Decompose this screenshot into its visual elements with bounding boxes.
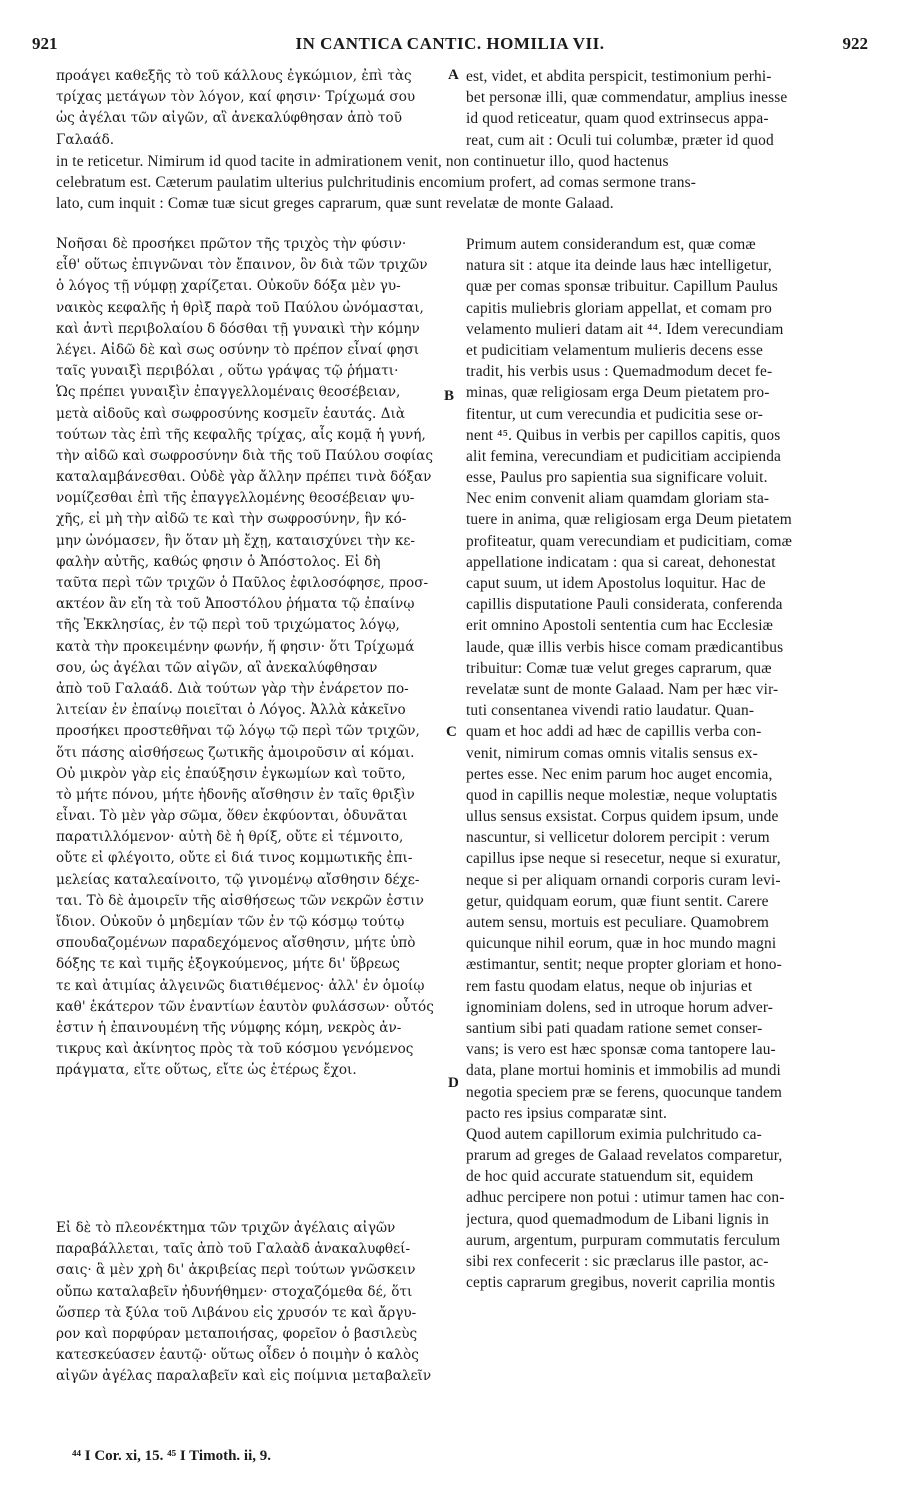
greek-line: Εἰ δὲ τὸ πλεονέκτημα τῶν τριχῶν ἀγέλαις αἰγῶν [56,1220,396,1236]
left-greek-column [56,234,451,1082]
latin-line: esse, Paulus pro sapientia sua significare voluit. [466,469,768,487]
latin-line: ignominiam dolens, sed in utroque horum adver- [466,998,774,1016]
latin-line: pacto res ipsius comparatæ sint. [466,1104,667,1122]
greek-line: ὅτι πάσης αἰσθήσεως ζωτικῆς ἀμοιροῦσιν αἱ κόμαι. [56,744,415,761]
margin-marker-d: D [448,1075,459,1091]
latin-line: æstimantur, sentit; neque propter gloriam et hono- [466,956,782,974]
greek-line: Γαλαάδ. [56,131,115,148]
latin-line: quæ per comas sponsæ tribuitur. Capillum Paulus [466,278,778,296]
latin-line: revelatæ sunt de monte Galaad. Nam per hæc vir- [466,680,779,698]
greek-line: μετὰ αἰδοῦς καὶ σωφροσύνης κοσμεῖν ἑαυτάς. Διὰ [56,405,406,422]
greek-line: μελείας καταλεαίνοιτο, τῷ γινομένῳ αἴσθησιν δέχε- [56,871,420,888]
greek-line: ἴδιον. Οὐκοῦν ὁ μηδεμίαν τῶν ἐν τῷ κόσμῳ τούτῳ [56,914,405,930]
margin-marker-b: B [444,388,455,404]
greek-line: εἶναι. Τὸ μὲν γὰρ σῶμα, ὅθεν ἐκφύονται, ὀδυνᾶται [56,808,408,825]
latin-line: vans; is vero est hæc sponsæ coma tantopere lau- [466,1041,776,1059]
latin-line: Primum autem considerandum est, quæ comæ [466,236,756,253]
latin-line: data, plane mortui hominis et immobilis ad mundi [466,1062,781,1080]
footnotes: ⁴⁴ I Cor. xi, 15. ⁴⁵ I Timoth. ii, 9. [72,1448,271,1464]
greek-line: τικρυς καὶ ἀκίνητος πρὸς τὰ τοῦ κόσμου γενόμενος [56,1041,414,1058]
top-greek-text [56,66,456,151]
greek-line: πράγματα, εἴτε οὕτως, εἴτε ὡς ἑτέρως ἔχοι. [56,1062,357,1079]
latin-line: ceptis caprarum gregibus, noverit caprilia montis [466,1274,776,1292]
greek-line: Νοῆσαι δὲ προσήκει πρῶτον τῆς τριχὸς τὴν φύσιν· [56,236,407,252]
latin-line: capillis disputatione Pauli considerata, conferenda [466,596,783,614]
greek-line: ρον καὶ πορφύραν μεταποιήσας, φορεῖον ὁ βασιλεὺς [56,1325,418,1342]
greek-line: προσήκει προστεθῆναι τῷ λόγῳ τῷ περὶ τῶν τριχῶν, [56,723,420,740]
greek-line: ἀπὸ τοῦ Γαλαάδ. Διὰ τούτων γὰρ τὴν ἐνάρετον πο- [56,680,409,697]
latin-line: profiteatur, quam verecundiam et pudicitiam, comæ [466,532,792,550]
top-latin-text [466,66,878,151]
greek-line: ὥσπερ τὰ ξύλα τοῦ Λιβάνου εἰς χρυσόν τε καὶ ἄργυ- [56,1304,417,1321]
latin-line: autem sensu, mortuis est peculiare. Quamobrem [466,914,769,931]
latin-line: id quod reticeatur, quam quod extrinsecus appa- [466,110,769,128]
latin-line: capillus ipse neque si resecetur, neque si exuratur, [466,850,781,868]
latin-line: tuere in anima, quæ religiosam erga Deum pietatem [466,511,792,529]
latin-line: sibi rex confecerit : sic præclarus ille pastor, ac- [466,1253,769,1270]
greek-line: ἐστιν ἡ ἐπαινουμένη τῆς νύμφης κόμη, νεκρὸς ἀν- [56,1019,402,1036]
greek-line: προάγει καθεξῆς τὸ τοῦ κάλλους ἐγκώμιον, ἐπὶ τὰς [56,68,412,84]
greek-line: παρατιλλόμενον· αὐτὴ δὲ ἡ θρίξ, οὔτε εἰ τέμνοιτο, [56,829,404,846]
left-page-number: 921 [32,34,58,53]
greek-line: κατὰ τὴν προκειμένην φωνήν, ἥ φησιν· ὅτι Τρίχωμά [56,638,415,655]
greek-line: χῆς, εἰ μὴ τὴν αἰδῶ τε καὶ τὴν σωφροσύνην, ἣν κό- [56,511,407,528]
latin-line: bet personæ illi, quæ commendatur, amplius inesse [466,89,788,107]
greek-line: σπουδαζομένων παραδεχόμενος αἴσθησιν, μήτε ὑπὸ [56,935,416,952]
latin-line: quam et hoc addi ad hæc de capillis verba con- [466,723,762,741]
latin-line: nascuntur, si vellicetur dolorem percipit : verum [466,829,770,847]
greek-line: καθ' ἑκάτερον τῶν ἐναντίων ἑαυτὸν φυλάσσων· οὗτός [56,998,434,1015]
greek-line: οὔπω καταλαβεῖν ἠδυνήθημεν· στοχαζόμεθα δέ, ὅτι [56,1283,413,1300]
latin-line: fitentur, ut cum verecundia et pudicitia sese or- [466,405,764,423]
latin-line: nent ⁴⁵. Quibus in verbis per capillos capitis, quos [466,426,781,444]
page-header [32,34,868,56]
latin-line: quicunque nihil eorum, quæ in hoc mundo magni [466,935,777,953]
latin-line: ullus sensus exsistat. Corpus quidem ipsum, unde [466,808,779,826]
margin-marker-a: A [448,67,459,83]
greek-line: αἰγῶν ἀγέλας παραλαβεῖν καὶ εἰς ποίμνια μεταβαλεῖν [56,1368,432,1385]
greek-line: νομίζεσθαι ἐπὶ τῆς ἐπαγγελλομένης θεοσέβειαν ψυ- [56,490,415,507]
greek-line: τούτων τὰς ἐπὶ τῆς κεφαλῆς τρίχας, αἷς κομᾷ ἡ γυνή, [56,426,426,443]
greek-line: σαις· ἃ μὲν χρὴ δι' ἀκριβείας περὶ τούτων γνῶσκειν [56,1262,416,1279]
latin-line: Quod autem capillorum eximia pulchritudo ca- [466,1125,762,1143]
latin-line: santium sibi pati quadam ratione semet conser- [466,1019,763,1037]
latin-line: getur, quidquam eorum, quæ fiunt sentit. Carere [466,892,769,910]
latin-line: et pudicitiam velamentum mulieris decens esse [466,341,763,359]
latin-line: negotia speciem præ se ferens, quocunque tandem [466,1083,783,1101]
latin-line: quod in capillis neque molestiæ, neque voluptatis [466,786,778,804]
latin-line: velamento mulieri datam ait ⁴⁴. Idem verecundiam [466,320,784,338]
greek-line: ται. Τὸ δὲ ἀμοιρεῖν τῆς αἰσθήσεως τῶν νεκρῶν ἐστιν [56,892,424,909]
greek-line: τὴν αἰδῶ καὶ σωφροσύνην διὰ τῆς τοῦ Παύλου σοφίας [56,447,433,464]
latin-line: tribuitur: Comæ tuæ velut greges caprarum, quæ [466,659,772,677]
latin-line: celebratum est. Cæterum paulatim ulterius pulchritudinis encomium profert, ad comas sermone trans- [56,174,696,192]
latin-line: erit omnino Apostoli sententia cum hac Ecclesiæ [466,617,774,635]
greek-line: καταλαμβάνεσθαι. Οὐδὲ γὰρ ἄλλην πρέπει τινὰ δόξαν [56,469,432,486]
right-latin-column [466,234,878,1293]
greek-line: τε καὶ ἀτιμίας ἀλγεινῶς διατιθέμενος· ἀλλ' ἐν ὁμοίῳ [56,977,425,994]
greek-line: τῆς Ἐκκλησίας, ἐν τῷ περὶ τοῦ τριχώματος λόγῳ, [56,617,400,634]
latin-line: aurum, argentum, purpuram commutatis ferculum [466,1231,781,1249]
greek-line: παραβάλλεται, ταῖς ἀπὸ τοῦ Γαλαὰδ ἀνακαλυφθεί- [56,1241,411,1258]
greek-line: λιτείαν ἐν ἐπαίνῳ ποιεῖται ὁ Λόγος. Ἀλλὰ κἀκεῖνο [56,702,406,719]
greek-line: οὔτε εἰ φλέγοιτο, οὔτε εἰ διά τινος κομμωτικῆς ἐπι- [56,850,413,867]
latin-line: neque si per aliquam ornandi corporis curam levi- [466,871,781,889]
greek-line: ναικὸς κεφαλῆς ἡ θρὶξ παρὰ τοῦ Παύλου ὠνόμασται, [56,299,424,316]
latin-line: prarum ad greges de Galaad revelatos comparetur, [466,1147,783,1165]
greek-line: μην ὠνόμασεν, ἣν ὅταν μὴ ἔχῃ, καταισχύνει τὴν κε- [56,532,415,549]
greek-line: εἶθ' οὕτως ἐπιγνῶναι τὸν ἔπαινον, ὃν διὰ τῶν τριχῶν [56,257,428,274]
greek-line: σου, ὡς ἀγέλαι τῶν αἰγῶν, αἳ ἀνεκαλύφθησαν [56,659,378,676]
latin-line: in te reticetur. Nimirum id quod tacite in admirationem venit, non continuetur illo, quod hactenus [56,153,669,170]
latin-line: laude, quæ illis verbis hisce comam prædicantibus [466,638,784,656]
latin-line: minas, quæ religiosam erga Deum pietatem pro- [466,384,770,402]
latin-line: reat, cum ait : Oculi tui columbæ, præter id quod [466,131,774,149]
greek-line: ὡς ἀγέλαι τῶν αἰγῶν, αἳ ἀνεκαλύφθησαν ἀπὸ τοῦ [56,110,402,127]
latin-line: est, videt, et abdita perspicit, testimonium perhi- [466,68,772,85]
latin-line: jectura, quod quemadmodum de Libani lignis in [466,1210,769,1228]
latin-line: Nec enim convenit aliam quamdam gloriam sta- [466,490,770,508]
greek-line: τὸ μήτε πόνου, μήτε ἡδονῆς αἴσθησιν ἐν ταῖς θριξὶν [56,786,415,803]
latin-line: alit femina, verecundiam et pudicitiam accipienda [466,447,782,465]
latin-line: tradit, his verbis usus : Quemadmodum decet fe- [466,363,773,381]
margin-marker-c: C [446,724,457,740]
latin-line: adhuc percipere non potui : utimur tamen hac con- [466,1189,785,1207]
greek-line: Οὐ μικρὸν γὰρ εἰς ἐπαύξησιν ἐγκωμίων καὶ τοῦτο, [56,765,406,782]
latin-line: de hoc quid accurate statuendum sit, equidem [466,1168,754,1186]
full-width-latin-text [56,151,878,215]
latin-line: natura sit : atque ita deinde laus hæc intelligetur, [466,257,772,275]
latin-line: lato, cum inquit : Comæ tuæ sicut greges caprarum, quæ sunt revelatæ de monte Galaad. [56,195,614,213]
latin-line: capitis muliebris gloriam appellat, et comam pro [466,299,772,317]
latin-line: tuti consentanea vivendi ratio laudatur. Quan- [466,702,755,720]
greek-line: Ὡς πρέπει γυναιξὶν ἐπαγγελλομέναις θεοσέβειαν, [56,384,401,401]
greek-line: ακτέον ἂν εἴη τὰ τοῦ Ἀποστόλου ῥήματα τῷ ἐπαίνῳ [56,596,415,613]
greek-line: ὁ λόγος τῇ νύμφῃ χαρίζεται. Οὐκοῦν δόξα μὲν γυ- [56,278,401,295]
greek-line: λέγει. Αἰδῶ δὲ καὶ σως οσύνην τὸ πρέπον εἶναί φησι [56,341,420,358]
latin-line: appellatione indicatam : qua si careat, dehonestat [466,553,776,571]
latin-line: pertes esse. Nec enim parum hoc auget encomia, [466,765,773,783]
latin-line: caput suum, ut idem Apostolus loquitur. Hac de [466,575,766,592]
right-page-number: 922 [842,34,868,53]
greek-line: κατεσκεύασεν ἑαυτῷ· οὕτως οἶδεν ὁ ποιμὴν ὁ καλὸς [56,1347,419,1364]
greek-line: ταῦτα περὶ τῶν τριχῶν ὁ Παῦλος ἐφιλοσόφησε, προσ- [56,575,429,591]
left-greek-column-part-2 [56,1218,451,1388]
latin-line: rem fastu quodam elatus, neque ob injurias et [466,977,753,995]
running-title: IN CANTICA CANTIC. HOMILIA VII. [295,34,605,53]
latin-line: venit, nimirum comas omnis vitalis sensus ex- [466,744,758,762]
greek-line: δόξης τε καὶ τιμῆς ἐξογκούμενος, μήτε δι' ὕβρεως [56,956,400,973]
greek-line: φαλὴν αὐτῆς, καθώς φησιν ὁ Ἀπόστολος. Εἰ δὴ [56,553,381,570]
greek-line: καὶ ἀντὶ περιβολαίου δ δόσθαι τῇ γυναικὶ τὴν κόμην [56,320,420,337]
greek-line: ταῖς γυναιξὶ περιβόλαι , οὕτω γράψας τῷ ῥήματι· [56,363,399,380]
greek-line: τρίχας μετάγων τὸν λόγον, καί φησιν· Τρίχωμά σου [56,89,416,106]
